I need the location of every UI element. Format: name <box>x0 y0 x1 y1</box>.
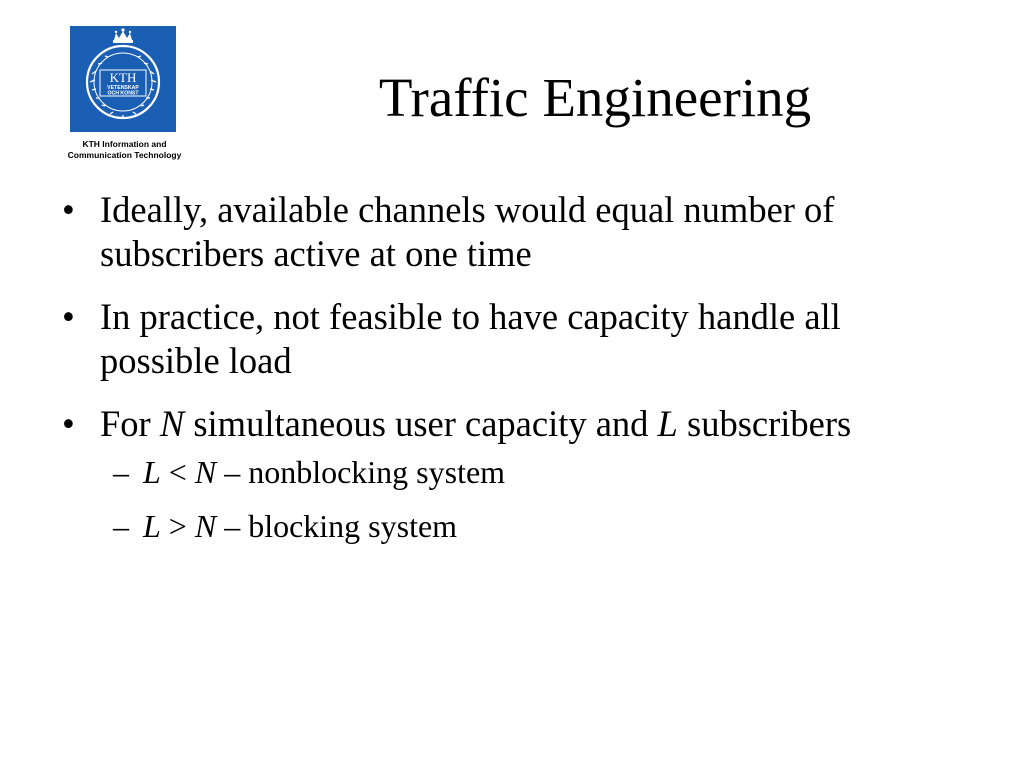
bullet-dot-icon: • <box>62 296 75 337</box>
sub-bullet-list <box>100 453 868 545</box>
bullet-dot-icon: • <box>62 189 75 230</box>
bullet-item <box>58 295 868 383</box>
logo-caption-line2: Communication Technology <box>67 150 182 160</box>
sub-bullet-dash-icon: – <box>113 508 129 544</box>
variable-n: N <box>194 508 217 544</box>
bullet-text-suffix: subscribers <box>677 403 852 444</box>
variable-n: N <box>194 454 217 490</box>
bullet-item <box>58 402 868 545</box>
variable-l: L <box>657 403 678 444</box>
sub-bullet-item <box>99 507 868 545</box>
sub-bullet-text: – blocking system <box>216 508 458 544</box>
bullet-dot-icon: • <box>62 403 75 444</box>
bullet-text: In practice, not feasible to have capacity handle all possible load <box>100 296 841 381</box>
kth-emblem-main-text: KTH <box>109 70 137 85</box>
bullet-text: Ideally, available channels would equal number of subscribers active at one time <box>100 189 835 274</box>
variable-l: L <box>143 508 161 544</box>
kth-logo <box>50 24 195 162</box>
bullet-text-prefix: For <box>100 403 160 444</box>
sub-bullet-text: – nonblocking system <box>216 454 506 490</box>
kth-emblem-line1-text: VETENSKAP <box>107 85 139 91</box>
bullet-item <box>58 188 868 276</box>
variable-l: L <box>143 454 161 490</box>
slide-title: Traffic Engineering <box>378 67 812 128</box>
logo-caption-line1: KTH Information and <box>82 139 167 149</box>
kth-emblem-line2-text: OCH KONST <box>107 90 139 97</box>
bullet-text <box>100 403 851 444</box>
sub-bullet-dash-icon: – <box>113 454 129 490</box>
operator: < <box>160 454 195 490</box>
logo-caption <box>52 139 197 161</box>
sub-bullet-item <box>99 453 868 491</box>
bullet-text-middle: simultaneous user capacity and <box>184 403 658 444</box>
bullet-list <box>58 188 868 564</box>
kth-emblem-icon <box>70 26 176 132</box>
variable-n: N <box>159 403 185 444</box>
operator: > <box>160 508 195 544</box>
